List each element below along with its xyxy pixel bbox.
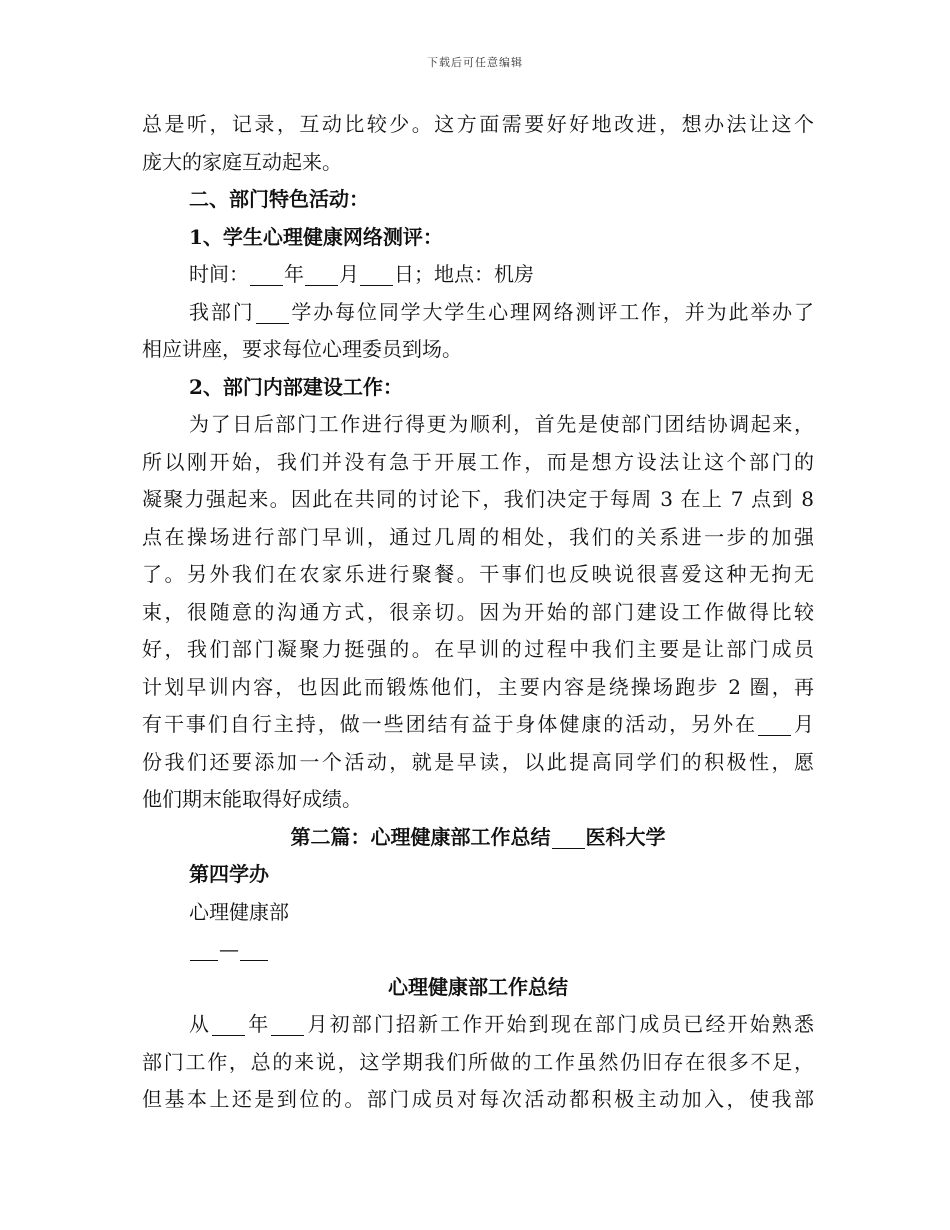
page-header: 下载后可任意编辑 bbox=[427, 56, 523, 69]
text-span: 医科大学 bbox=[585, 824, 666, 849]
text-line: 总是听，记录，互动比较少。这方面需要好好地改进，想办法让这个 bbox=[142, 112, 814, 136]
text-span: 学办每位同学大学生心理网络测评工作，并为此举办了 bbox=[289, 299, 815, 324]
blank-field bbox=[240, 938, 268, 961]
section-heading: 二、部门特色活动： bbox=[189, 187, 369, 211]
blank-field bbox=[256, 301, 289, 324]
text-span: 月 bbox=[792, 712, 815, 736]
blank-field bbox=[360, 263, 393, 286]
blank-field bbox=[552, 826, 585, 849]
text-span: — bbox=[219, 937, 239, 961]
subsection-heading: 1、学生心理健康网络测评： bbox=[189, 224, 443, 249]
text-span: 时间： bbox=[189, 262, 249, 286]
text-line bbox=[142, 294, 814, 332]
text-span: 年 bbox=[246, 1012, 271, 1036]
text-line: 部门工作，总的来说，这学期我们所做的工作虽然仍旧存在很多不足， bbox=[142, 1049, 814, 1074]
text-line: 但基本上还是到位的。部门成员对每次活动都积极主动加入，使我部 bbox=[142, 1087, 814, 1111]
text-line bbox=[142, 1006, 814, 1044]
blank-field bbox=[190, 938, 218, 961]
blank-field bbox=[250, 263, 283, 286]
text-line: 点在操场进行部门早训，通过几周的相处，我们的关系进一步的加强 bbox=[142, 524, 814, 549]
blank-field bbox=[212, 1013, 245, 1036]
text-line: 相应讲座，要求每位心理委员到场。 bbox=[142, 337, 462, 361]
text-line: 所以刚开始，我们并没有急于开展工作，而是想方设法让这个部门的 bbox=[142, 449, 814, 474]
text-span: 月 bbox=[339, 262, 359, 286]
text-line: 庞大的家庭互动起来。 bbox=[142, 149, 342, 174]
text-line: 他们期末能取得好成绩。 bbox=[142, 787, 362, 811]
subtitle: 第四学办 bbox=[189, 862, 269, 886]
text-span: 从 bbox=[189, 1012, 212, 1036]
text-line: 份我们还要添加一个活动，就是早读，以此提高同学们的积极性，愿 bbox=[142, 749, 814, 774]
text-span: 有干事们自行主持，做一些团结有益于身体健康的活动，另外在 bbox=[142, 712, 758, 736]
subsection-heading: 2、部门内部建设工作： bbox=[189, 374, 403, 399]
text-line bbox=[142, 706, 814, 744]
blank-field bbox=[271, 1013, 304, 1036]
blank-field bbox=[758, 713, 791, 736]
text-span: 我部门 bbox=[189, 299, 255, 324]
text-line: 凝聚力强起来。因此在共同的讨论下，我们决定于每周 3 在上 7 点到 8 bbox=[142, 487, 814, 511]
text-line: 计划早训内容，也因此而锻炼他们，主要内容是绕操场跑步 2 圈，再 bbox=[142, 674, 814, 699]
text-line: 好，我们部门凝聚力挺强的。在早训的过程中我们主要是让部门成员 bbox=[142, 637, 814, 661]
text-line: 为了日后部门工作进行得更为顺利，首先是使部门团结协调起来， bbox=[189, 412, 814, 436]
text-span: 第二篇：心理健康部工作总结 bbox=[290, 824, 551, 849]
chapter-title bbox=[142, 819, 814, 857]
section-title: 心理健康部工作总结 bbox=[388, 974, 568, 999]
date-placeholder-line bbox=[142, 931, 814, 969]
blank-field bbox=[305, 263, 338, 286]
text-line: 束，很随意的沟通方式，很亲切。因为开始的部门建设工作做得比较 bbox=[142, 599, 814, 624]
text-span: 年 bbox=[284, 262, 304, 286]
text-line: 了。另外我们在农家乐进行聚餐。干事们也反映说很喜爱这种无拘无 bbox=[142, 562, 814, 586]
time-location-line bbox=[142, 256, 814, 294]
text-span: 月初部门招新工作开始到现在部门成员已经开始熟悉 bbox=[305, 1012, 815, 1036]
subtitle: 心理健康部 bbox=[189, 899, 289, 924]
document-body bbox=[142, 106, 814, 1119]
text-span: 日；地点：机房 bbox=[394, 262, 534, 286]
